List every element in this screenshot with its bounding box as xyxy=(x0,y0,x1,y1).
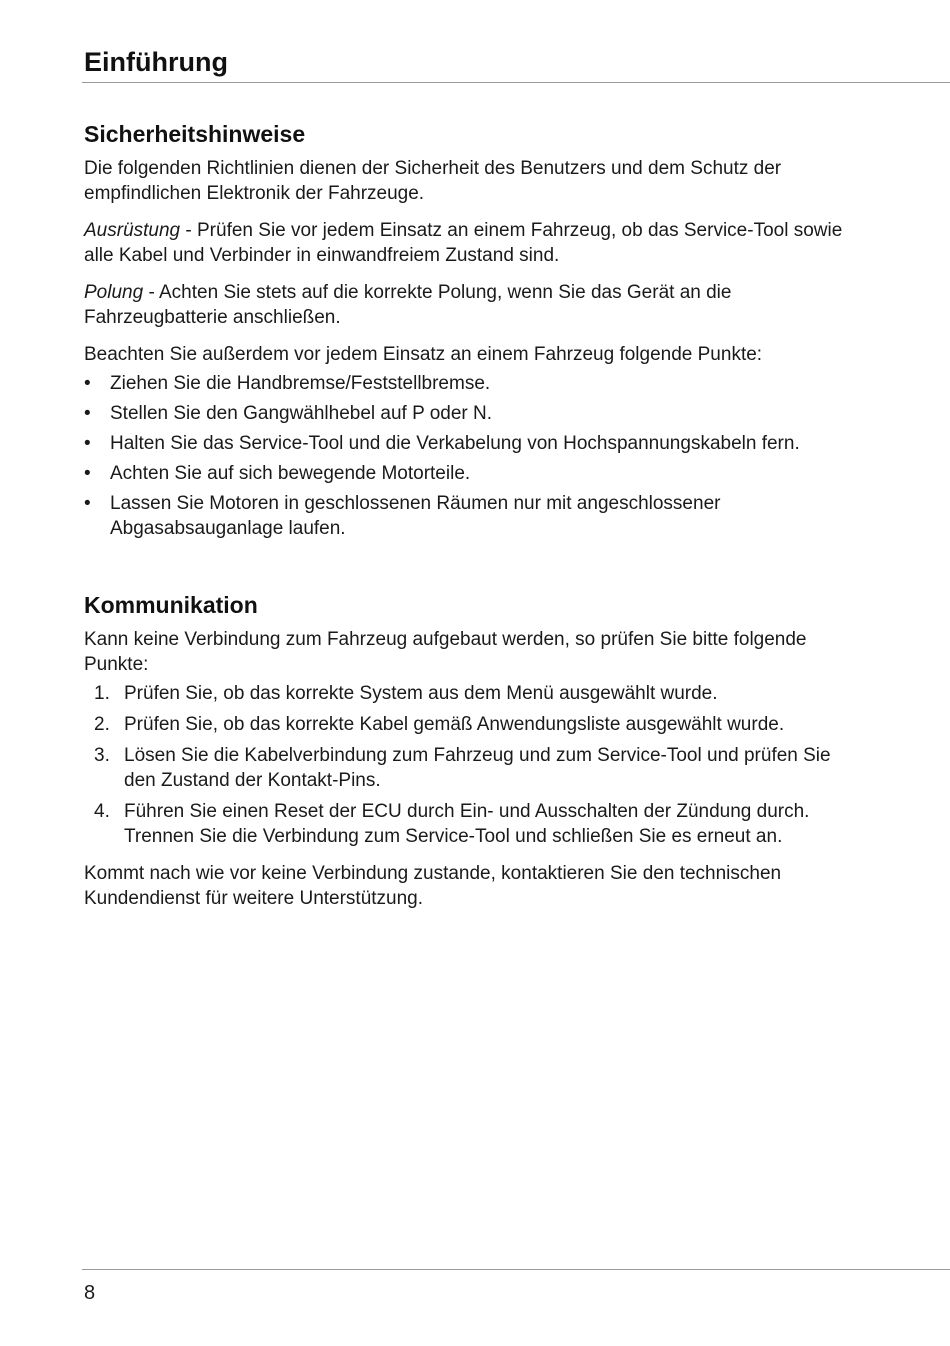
step-number: 2. xyxy=(94,714,110,735)
communication-steps xyxy=(84,681,844,849)
list-item-text: Halten Sie das Service-Tool und die Verkabelung von Hochspannungskabeln fern. xyxy=(110,433,800,454)
safety-heading: Sicherheitshinweise xyxy=(84,121,306,147)
bullet-icon: • xyxy=(84,463,91,484)
checklist-intro: Beachten Sie außerdem vor jedem Einsatz an einem Fahrzeug folgende Punkte: xyxy=(84,344,763,365)
safety-section xyxy=(84,118,844,541)
safety-intro: Die folgenden Richtlinien dienen der Sicherheit des Benutzers und dem Schutz der empfindlichen Elektronik der Fahrzeuge. xyxy=(84,158,782,204)
list-item xyxy=(84,799,844,849)
step-number: 4. xyxy=(94,801,110,822)
safety-checklist xyxy=(84,371,844,541)
equipment-text: - Prüfen Sie vor jedem Einsatz an einem Fahrzeug, ob das Service-Tool sowie alle Kabel und Verbinder in einwandfreiem Zustand sind. xyxy=(84,220,843,266)
page-title: Einführung xyxy=(84,47,228,77)
equipment-term: Ausrüstung xyxy=(84,220,181,241)
communication-heading: Kommunikation xyxy=(84,592,258,618)
list-item xyxy=(84,461,844,486)
step-text: Führen Sie einen Reset der ECU durch Ein- und Ausschalten der Zündung durch. Trennen Sie die Verbindung zum Service-Tool und schließen Sie es erneut an. xyxy=(124,801,810,847)
footer-divider xyxy=(82,1269,950,1270)
page-number: 8 xyxy=(84,1282,96,1304)
communication-closing: Kommt nach wie vor keine Verbindung zustande, kontaktieren Sie den technischen Kundendienst für weitere Unterstützung. xyxy=(84,863,782,909)
equipment-paragraph xyxy=(84,218,844,268)
polarity-paragraph xyxy=(84,280,844,330)
list-item-text: Lassen Sie Motoren in geschlossenen Räumen nur mit angeschlossener Abgasabsauganlage laufen. xyxy=(110,493,721,539)
step-number: 3. xyxy=(94,745,110,766)
header-divider xyxy=(82,82,950,83)
list-item xyxy=(84,681,844,706)
bullet-icon: • xyxy=(84,373,91,394)
list-item xyxy=(84,491,844,541)
list-item xyxy=(84,431,844,456)
step-text: Lösen Sie die Kabelverbindung zum Fahrzeug und zum Service-Tool und prüfen Sie den Zustand der Kontakt-Pins. xyxy=(124,745,831,791)
step-number: 1. xyxy=(94,683,110,704)
communication-intro: Kann keine Verbindung zum Fahrzeug aufgebaut werden, so prüfen Sie bitte folgende Punkte: xyxy=(84,629,807,675)
list-item xyxy=(84,401,844,426)
list-item-text: Ziehen Sie die Handbremse/Feststellbremse. xyxy=(110,373,491,394)
bullet-icon: • xyxy=(84,493,91,514)
bullet-icon: • xyxy=(84,403,91,424)
list-item-text: Stellen Sie den Gangwählhebel auf P oder N. xyxy=(110,403,493,424)
page-content xyxy=(84,118,844,923)
list-item xyxy=(84,743,844,793)
page-header xyxy=(84,44,950,80)
list-item xyxy=(84,371,844,396)
list-item xyxy=(84,712,844,737)
polarity-text: - Achten Sie stets auf die korrekte Polung, wenn Sie das Gerät an die Fahrzeugbatterie anschließen. xyxy=(84,282,732,328)
bullet-icon: • xyxy=(84,433,91,454)
step-text: Prüfen Sie, ob das korrekte System aus dem Menü ausgewählt wurde. xyxy=(124,683,718,704)
step-text: Prüfen Sie, ob das korrekte Kabel gemäß Anwendungsliste ausgewählt wurde. xyxy=(124,714,785,735)
list-item-text: Achten Sie auf sich bewegende Motorteile. xyxy=(110,463,471,484)
communication-section xyxy=(84,589,844,911)
polarity-term: Polung xyxy=(84,282,144,303)
